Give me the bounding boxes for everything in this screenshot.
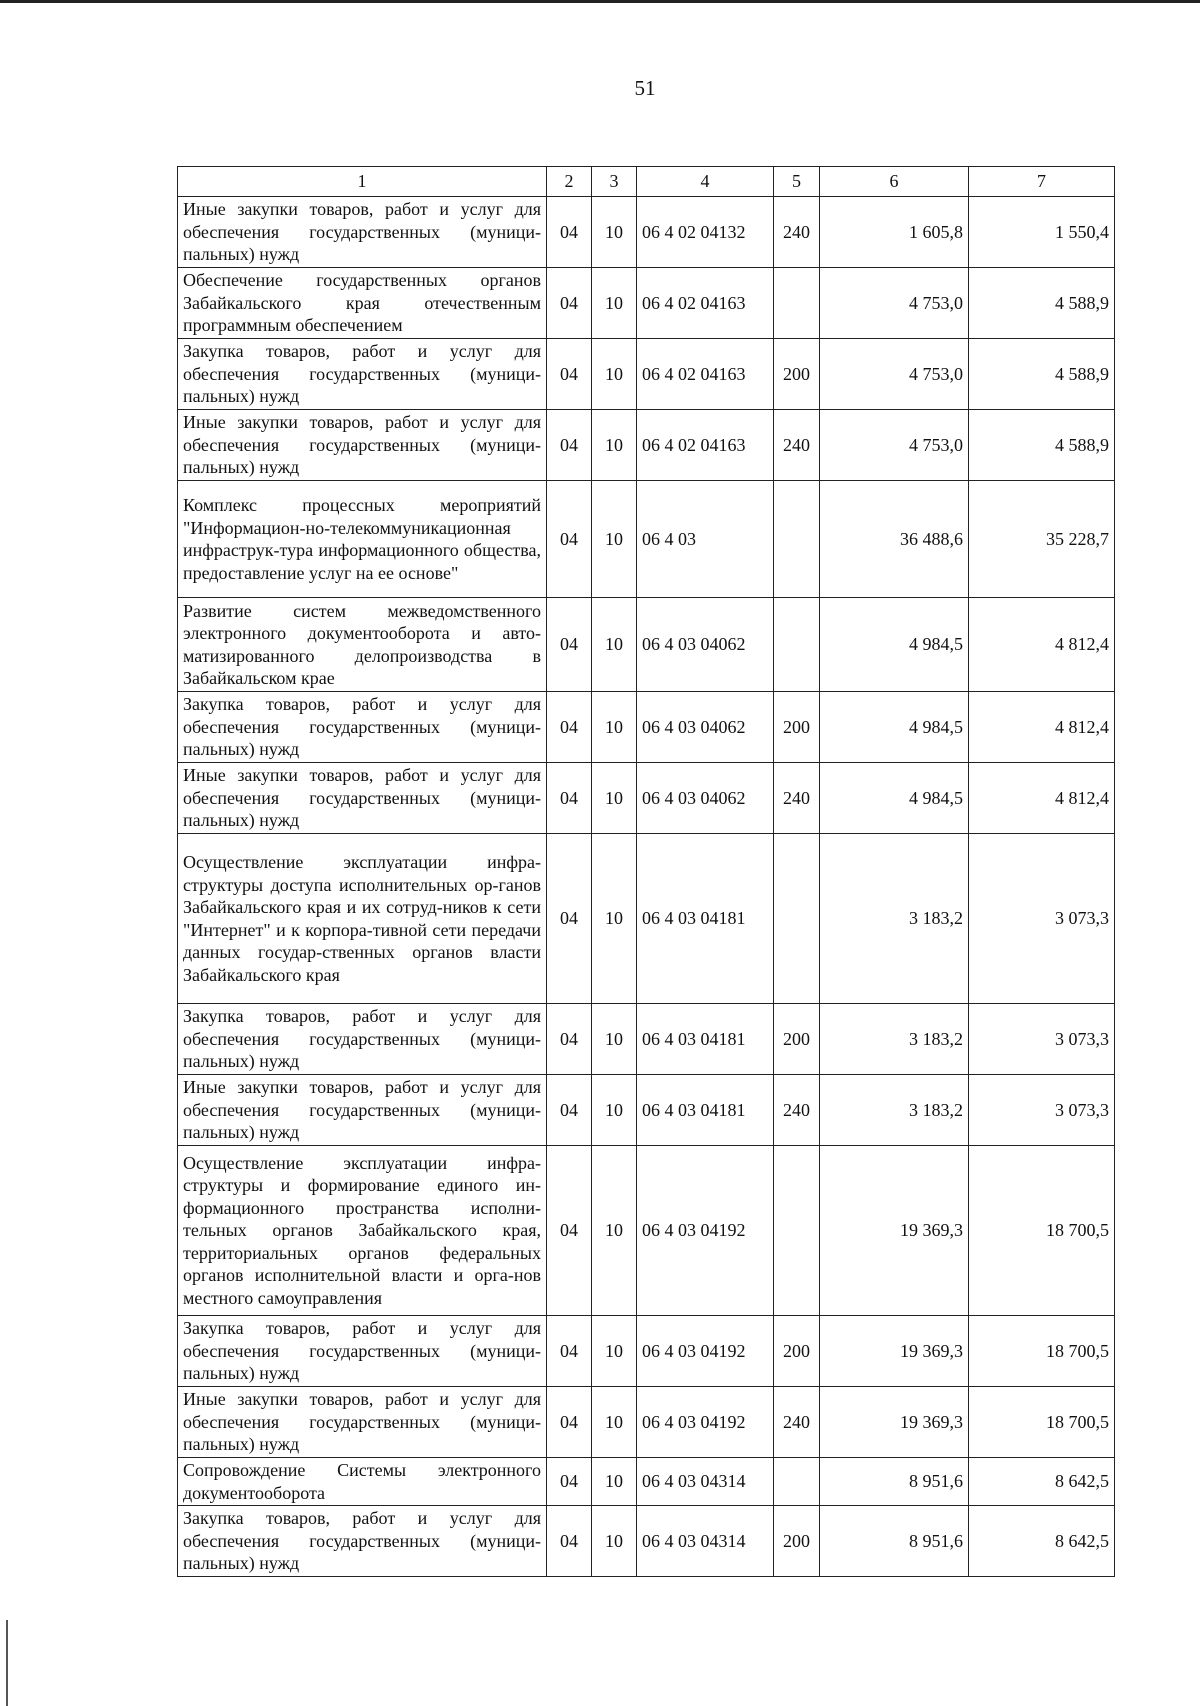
row-name-cell: Закупка товаров, работ и услуг для обеспечения государственных (муници-пальных) нужд [178, 1004, 547, 1075]
table-row [178, 410, 1115, 481]
section-cell: 04 [547, 1004, 592, 1075]
subsection-cell: 10 [592, 339, 637, 410]
amount-cell-6: 36 488,6 [820, 481, 969, 598]
amount-cell-7: 18 700,5 [969, 1387, 1115, 1458]
subsection-cell: 10 [592, 1004, 637, 1075]
row-name-cell: Иные закупки товаров, работ и услуг для обеспечения государственных (муници-пальных) нужд [178, 763, 547, 834]
expense-type-cell: 240 [774, 1075, 820, 1146]
amount-cell-7: 4 812,4 [969, 692, 1115, 763]
table-row [178, 1316, 1115, 1387]
header-cell: 4 [637, 167, 774, 197]
amount-cell-7: 3 073,3 [969, 1075, 1115, 1146]
subsection-cell: 10 [592, 692, 637, 763]
margin-mark [6, 1620, 8, 1706]
top-rule [0, 0, 1200, 3]
expense-type-cell: 240 [774, 1387, 820, 1458]
target-code-cell: 06 4 03 [637, 481, 774, 598]
header-row [178, 167, 1115, 197]
target-code-cell: 06 4 03 04192 [637, 1387, 774, 1458]
section-cell: 04 [547, 1316, 592, 1387]
table-row [178, 1458, 1115, 1506]
expense-type-cell: 200 [774, 692, 820, 763]
table-row [178, 1004, 1115, 1075]
amount-cell-7: 8 642,5 [969, 1458, 1115, 1506]
target-code-cell: 06 4 02 04163 [637, 268, 774, 339]
row-name-cell: Комплекс процессных мероприятий "Информацион-но-телекоммуникационная инфраструк-тура информационного общества, предоставление услуг на ее основе" [178, 481, 547, 598]
target-code-cell: 06 4 03 04181 [637, 1075, 774, 1146]
amount-cell-6: 4 984,5 [820, 692, 969, 763]
subsection-cell: 10 [592, 1146, 637, 1316]
table-row [178, 481, 1115, 598]
target-code-cell: 06 4 02 04132 [637, 197, 774, 268]
expense-type-cell [774, 1146, 820, 1316]
amount-cell-6: 3 183,2 [820, 834, 969, 1004]
row-name-cell: Осуществление эксплуатации инфра-структуры доступа исполнительных ор-ганов Забайкальского края и их сотруд-ников к сети "Интернет" и к корпора-тивной сети передачи данных государ-ственных органов власти Забайкальского края [178, 834, 547, 1004]
row-name-cell: Обеспечение государственных органов Забайкальского края отечественным программным обеспечением [178, 268, 547, 339]
amount-cell-6: 4 984,5 [820, 763, 969, 834]
subsection-cell: 10 [592, 1075, 637, 1146]
table-body [178, 197, 1115, 1577]
section-cell: 04 [547, 1075, 592, 1146]
header-cell: 5 [774, 167, 820, 197]
amount-cell-7: 3 073,3 [969, 834, 1115, 1004]
amount-cell-7: 4 812,4 [969, 598, 1115, 692]
header-cell: 6 [820, 167, 969, 197]
section-cell: 04 [547, 598, 592, 692]
target-code-cell: 06 4 03 04062 [637, 692, 774, 763]
amount-cell-6: 4 753,0 [820, 410, 969, 481]
amount-cell-6: 3 183,2 [820, 1075, 969, 1146]
row-name-cell: Иные закупки товаров, работ и услуг для обеспечения государственных (муници-пальных) нужд [178, 197, 547, 268]
amount-cell-6: 4 753,0 [820, 268, 969, 339]
section-cell: 04 [547, 1146, 592, 1316]
amount-cell-7: 4 588,9 [969, 410, 1115, 481]
amount-cell-6: 8 951,6 [820, 1506, 969, 1577]
expense-type-cell [774, 481, 820, 598]
expense-type-cell: 240 [774, 197, 820, 268]
expense-type-cell: 200 [774, 1316, 820, 1387]
amount-cell-7: 18 700,5 [969, 1316, 1115, 1387]
subsection-cell: 10 [592, 1506, 637, 1577]
section-cell: 04 [547, 410, 592, 481]
target-code-cell: 06 4 03 04314 [637, 1506, 774, 1577]
subsection-cell: 10 [592, 598, 637, 692]
header-cell: 7 [969, 167, 1115, 197]
subsection-cell: 10 [592, 410, 637, 481]
row-name-cell: Развитие систем межведомственного электронного документооборота и авто-матизированного делопроизводства в Забайкальском крае [178, 598, 547, 692]
table-row [178, 598, 1115, 692]
target-code-cell: 06 4 03 04062 [637, 598, 774, 692]
subsection-cell: 10 [592, 1458, 637, 1506]
budget-table [177, 166, 1115, 1577]
table-row [178, 1387, 1115, 1458]
table-row [178, 834, 1115, 1004]
header-cell: 3 [592, 167, 637, 197]
expense-type-cell: 240 [774, 763, 820, 834]
target-code-cell: 06 4 02 04163 [637, 410, 774, 481]
subsection-cell: 10 [592, 1316, 637, 1387]
table-row [178, 268, 1115, 339]
amount-cell-6: 8 951,6 [820, 1458, 969, 1506]
subsection-cell: 10 [592, 481, 637, 598]
target-code-cell: 06 4 03 04314 [637, 1458, 774, 1506]
expense-type-cell: 200 [774, 1506, 820, 1577]
target-code-cell: 06 4 03 04192 [637, 1146, 774, 1316]
section-cell: 04 [547, 692, 592, 763]
amount-cell-6: 4 984,5 [820, 598, 969, 692]
table-row [178, 763, 1115, 834]
expense-type-cell: 200 [774, 339, 820, 410]
amount-cell-6: 1 605,8 [820, 197, 969, 268]
amount-cell-6: 19 369,3 [820, 1146, 969, 1316]
table-row [178, 692, 1115, 763]
row-name-cell: Иные закупки товаров, работ и услуг для обеспечения государственных (муници-пальных) нужд [178, 1075, 547, 1146]
amount-cell-6: 19 369,3 [820, 1387, 969, 1458]
subsection-cell: 10 [592, 197, 637, 268]
row-name-cell: Иные закупки товаров, работ и услуг для обеспечения государственных (муници-пальных) нужд [178, 410, 547, 481]
row-name-cell: Закупка товаров, работ и услуг для обеспечения государственных (муници-пальных) нужд [178, 1506, 547, 1577]
table-row [178, 339, 1115, 410]
row-name-cell: Иные закупки товаров, работ и услуг для обеспечения государственных (муници-пальных) нужд [178, 1387, 547, 1458]
page-number: 51 [634, 76, 656, 100]
amount-cell-6: 19 369,3 [820, 1316, 969, 1387]
section-cell: 04 [547, 1458, 592, 1506]
target-code-cell: 06 4 03 04062 [637, 763, 774, 834]
target-code-cell: 06 4 03 04181 [637, 1004, 774, 1075]
table-row [178, 1506, 1115, 1577]
expense-type-cell: 200 [774, 1004, 820, 1075]
amount-cell-7: 1 550,4 [969, 197, 1115, 268]
target-code-cell: 06 4 02 04163 [637, 339, 774, 410]
section-cell: 04 [547, 763, 592, 834]
target-code-cell: 06 4 03 04192 [637, 1316, 774, 1387]
section-cell: 04 [547, 834, 592, 1004]
row-name-cell: Закупка товаров, работ и услуг для обеспечения государственных (муници-пальных) нужд [178, 339, 547, 410]
expense-type-cell [774, 1458, 820, 1506]
amount-cell-7: 4 588,9 [969, 268, 1115, 339]
expense-type-cell [774, 598, 820, 692]
header-cell: 1 [178, 167, 547, 197]
amount-cell-6: 4 753,0 [820, 339, 969, 410]
section-cell: 04 [547, 197, 592, 268]
amount-cell-6: 3 183,2 [820, 1004, 969, 1075]
expense-type-cell [774, 268, 820, 339]
amount-cell-7: 18 700,5 [969, 1146, 1115, 1316]
amount-cell-7: 35 228,7 [969, 481, 1115, 598]
amount-cell-7: 4 812,4 [969, 763, 1115, 834]
subsection-cell: 10 [592, 763, 637, 834]
subsection-cell: 10 [592, 1387, 637, 1458]
table-row [178, 1075, 1115, 1146]
section-cell: 04 [547, 1387, 592, 1458]
section-cell: 04 [547, 268, 592, 339]
expense-type-cell [774, 834, 820, 1004]
row-name-cell: Закупка товаров, работ и услуг для обеспечения государственных (муници-пальных) нужд [178, 1316, 547, 1387]
subsection-cell: 10 [592, 834, 637, 1004]
subsection-cell: 10 [592, 268, 637, 339]
header-cell: 2 [547, 167, 592, 197]
section-cell: 04 [547, 481, 592, 598]
table-row [178, 1146, 1115, 1316]
amount-cell-7: 4 588,9 [969, 339, 1115, 410]
amount-cell-7: 8 642,5 [969, 1506, 1115, 1577]
row-name-cell: Осуществление эксплуатации инфра-структуры и формирование единого ин-формационного пространства исполни-тельных органов Забайкальского края, территориальных органов федеральных органов исполнительной власти и орга-нов местного самоуправления [178, 1146, 547, 1316]
row-name-cell: Закупка товаров, работ и услуг для обеспечения государственных (муници-пальных) нужд [178, 692, 547, 763]
expense-type-cell: 240 [774, 410, 820, 481]
section-cell: 04 [547, 1506, 592, 1577]
amount-cell-7: 3 073,3 [969, 1004, 1115, 1075]
section-cell: 04 [547, 339, 592, 410]
target-code-cell: 06 4 03 04181 [637, 834, 774, 1004]
row-name-cell: Сопровождение Системы электронного документооборота [178, 1458, 547, 1506]
table-row [178, 197, 1115, 268]
